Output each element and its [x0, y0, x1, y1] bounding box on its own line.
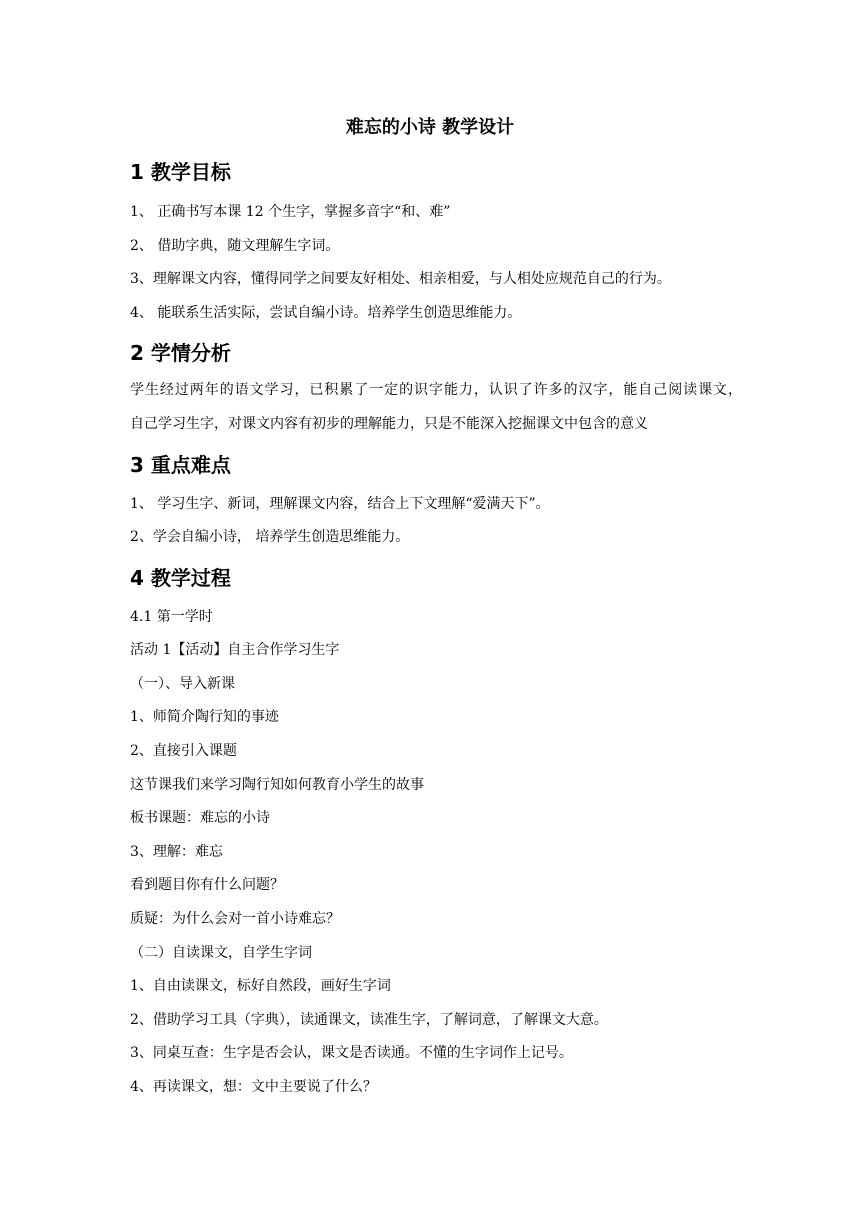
process-line-8: 3、理解：难忘: [130, 844, 223, 860]
process-line-11: （二）自读课文，自学生字词: [130, 945, 312, 961]
section-heading-goals: 1 教学目标: [130, 160, 231, 184]
process-line-14: 3、同桌互查：生字是否会认，课文是否读通。不懂的生字词作上记号。: [130, 1045, 573, 1061]
process-line-6: 这节课我们来学习陶行知如何教育小学生的故事: [130, 777, 424, 793]
process-line-2: 活动 1【活动】自主合作学习生字: [130, 642, 340, 658]
goal-item-1: 1、 正确书写本课 12 个生字，掌握多音字“和、难”: [130, 204, 451, 220]
process-line-7: 板书课题：难忘的小诗: [130, 810, 270, 826]
process-line-12: 1、自由读课文，标好自然段，画好生字词: [130, 978, 391, 994]
process-line-4: 1、师简介陶行知的事迹: [130, 709, 279, 725]
process-line-13: 2、借助学习工具（字典），读通课文，读准生字，了解词意，了解课文大意。: [130, 1012, 608, 1028]
goal-item-2: 2、 借助字典，随文理解生字词。: [130, 238, 340, 254]
analysis-paragraph-line-2: 自己学习生字，对课文内容有初步的理解能力，只是不能深入挖掘课文中包含的意义: [130, 416, 648, 432]
goal-item-4: 4、 能联系生活实际，尝试自编小诗。培养学生创造思维能力。: [130, 305, 522, 321]
process-line-3: （一）、导入新课: [130, 676, 235, 692]
process-line-1: 4.1 第一学时: [130, 609, 213, 625]
goal-item-3: 3、理解课文内容，懂得同学之间要友好相处、相亲相爱，与人相处应规范自己的行为。: [130, 271, 671, 287]
analysis-paragraph-line-1: 学生经过两年的语文学习，已积累了一定的识字能力，认识了许多的汉字，能自己阅读课文，: [130, 382, 742, 398]
document-title: 难忘的小诗 教学设计: [345, 117, 515, 138]
process-line-10: 质疑：为什么会对一首小诗难忘？: [130, 911, 340, 927]
process-line-15: 4、再读课文，想：文中主要说了什么？: [130, 1079, 377, 1095]
keypoint-item-2: 2、学会自编小诗， 培养学生创造思维能力。: [130, 529, 410, 545]
section-heading-keypoints: 3 重点难点: [130, 453, 231, 477]
keypoint-item-1: 1、 学习生字、新词，理解课文内容，结合上下文理解“爱满天下”。: [130, 496, 550, 512]
section-heading-analysis: 2 学情分析: [130, 341, 231, 365]
process-line-5: 2、直接引入课题: [130, 743, 237, 759]
section-heading-process: 4 教学过程: [130, 566, 231, 590]
process-line-9: 看到题目你有什么问题？: [130, 877, 284, 893]
